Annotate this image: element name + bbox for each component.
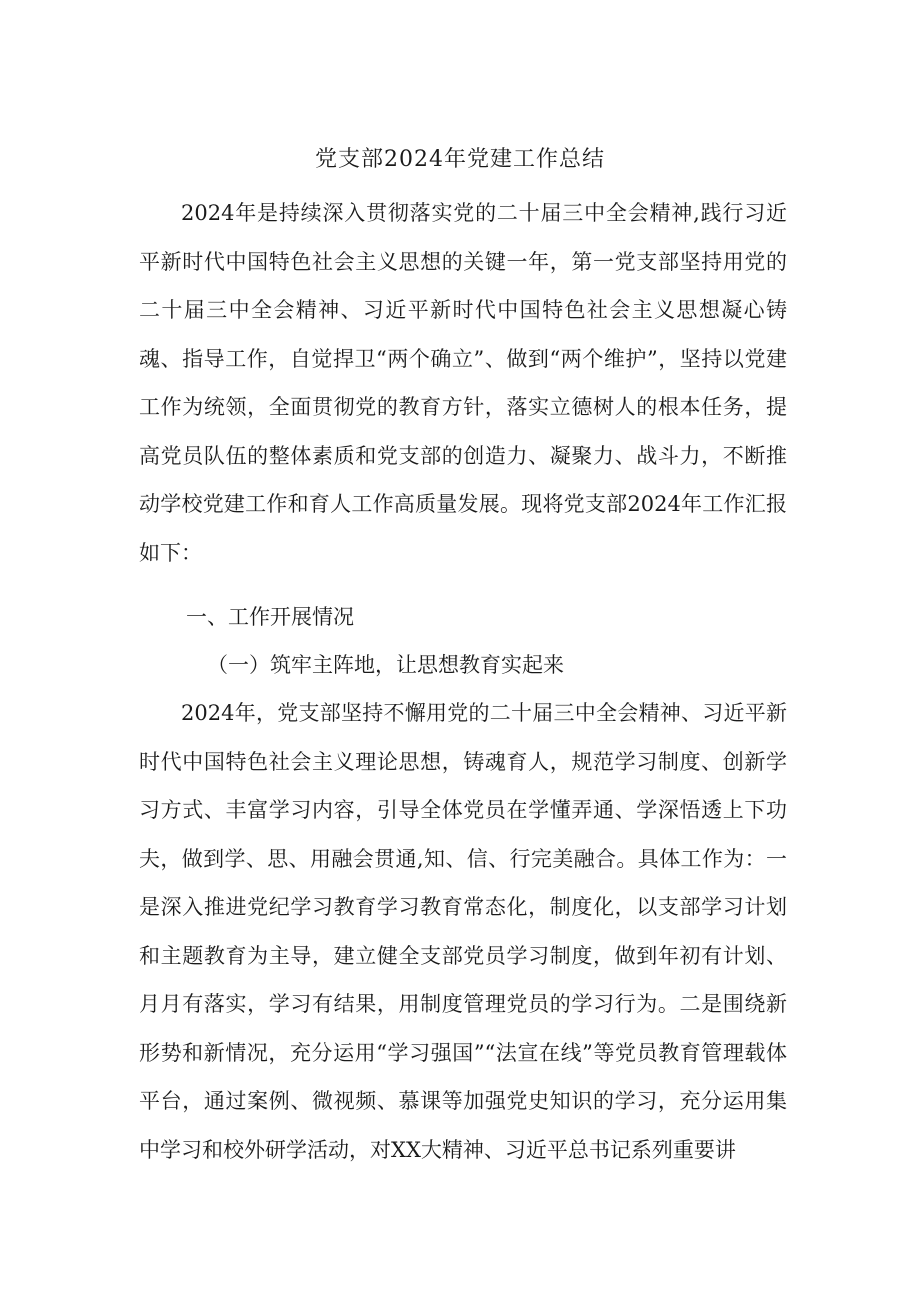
subsection-heading: （一）筑牢主阵地，让思想教育实起来 xyxy=(207,653,564,677)
section-heading: 一、工作开展情况 xyxy=(186,605,354,629)
document-title: 党支部2024年党建工作总结 xyxy=(315,147,605,172)
intro-paragraph: 2024年是持续深入贯彻落实党的二十届三中全会精神,践行习近平新时代中国特色社会主义思想的关键一年，第一党支部坚持用党的二十届三中全会精神、习近平新时代中国特色社会主义思想凝心铸魂、指导工作，自觉捍卫“两个确立”、做到“两个维护”，坚持以党建工作为统领，全面贯彻党的教育方针，落实立德树人的根本任务，提高党员队伍的整体素质和党支部的创造力、凝聚力、战斗力，不断推动学校党建工作和育人工作高质量发展。现将党支部2024年工作汇报如下： xyxy=(139,201,787,565)
body-paragraph: 2024年，党支部坚持不懈用党的二十届三中全会精神、习近平新时代中国特色社会主义理论思想，铸魂育人，规范学习制度、创新学习方式、丰富学习内容，引导全体党员在学懂弄通、学深悟透上下功夫，做到学、思、用融会贯通,知、信、行完美融合。具体工作为：一是深入推进党纪学习教育学习教育常态化，制度化，以支部学习计划和主题教育为主导，建立健全支部党员学习制度，做到年初有计划、月月有落实，学习有结果，用制度管理党员的学习行为。二是围绕新形势和新情况，充分运用“学习强国”“法宣在线”等党员教育管理载体平台，通过案例、微视频、慕课等加强党史知识的学习，充分运用集中学习和校外研学活动，对XX大精神、习近平总书记系列重要讲 xyxy=(139,701,787,1162)
